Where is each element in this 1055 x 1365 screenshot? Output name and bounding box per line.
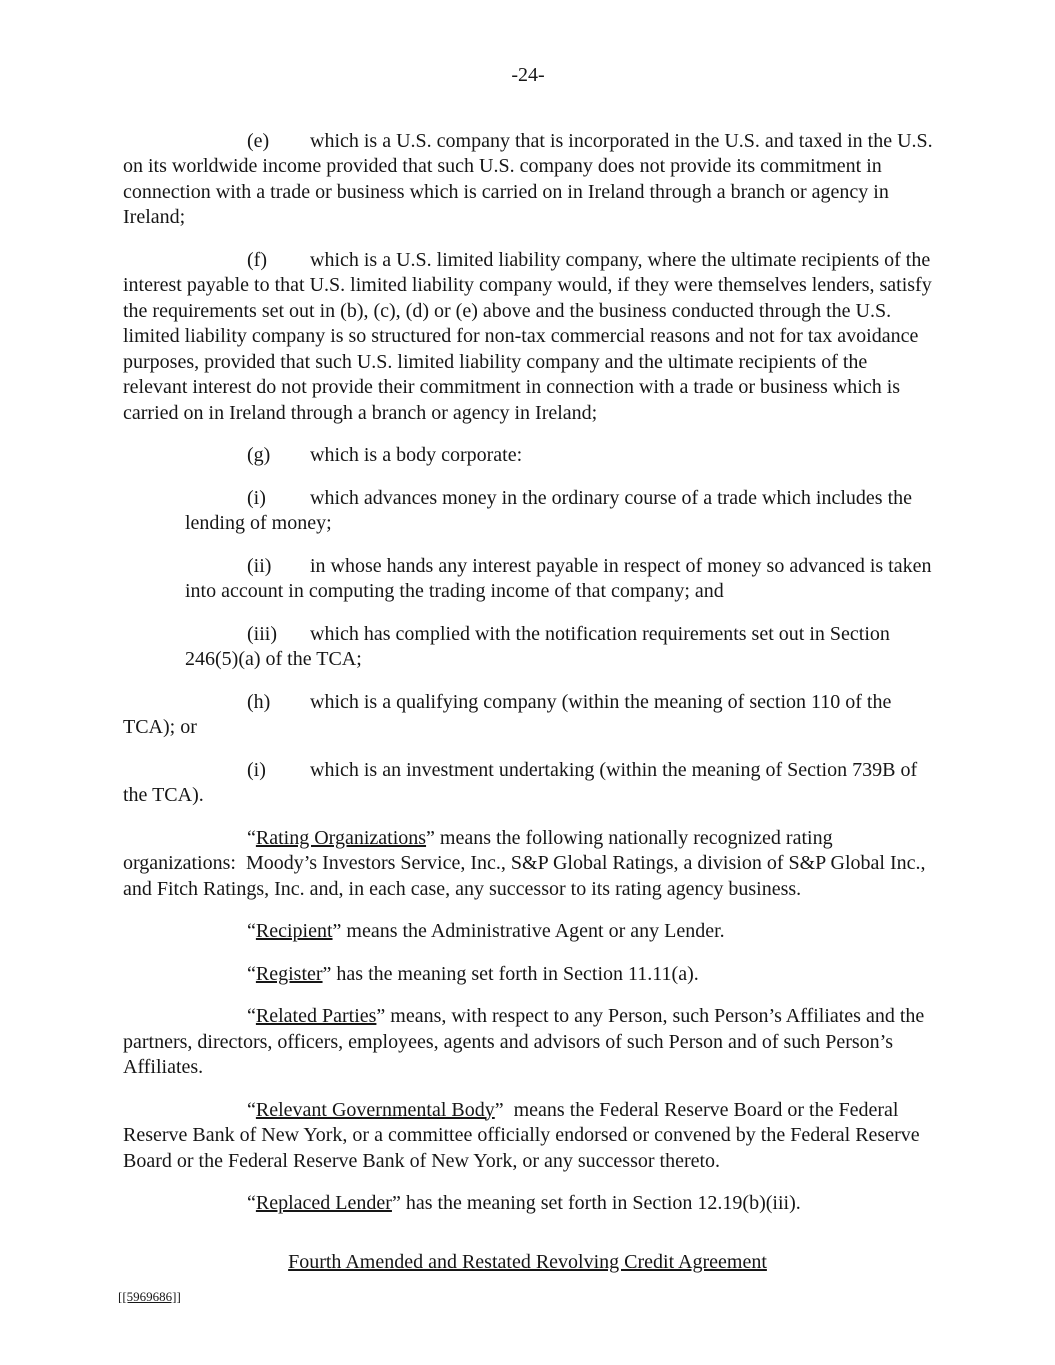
clause-label: (i) [247,486,266,509]
clause-label: (e) [247,129,270,152]
clause-label: (h) [247,690,271,713]
definition-text: ” means the following nationally recognized rating organizations: Moody’s Investors Service, Inc., S&P Global Ratings, a division of S&P Global Inc., and Fitch Ratings, Inc. and, in each case, any successor to its rating agency business. [123,826,931,900]
clause-h [123,690,933,741]
clause-text: which is a body corporate: [310,444,523,466]
defined-term: Relevant Governmental Body [255,1098,495,1121]
subclause-iii [185,622,933,673]
clause-e [123,129,933,231]
clause-text: which is a qualifying company (within the meaning of section 110 of the TCA); or [123,690,892,738]
clause-text: which is an investment undertaking (within the meaning of Section 739B of the TCA). [123,758,918,806]
clause-label: (g) [247,444,271,466]
definition-rating-organizations [123,826,933,903]
defined-term: Register [255,962,323,985]
subclause-i [185,486,933,537]
open-quote: “ [247,920,256,942]
definition-text: ” means the Federal Reserve Board or the Federal Reserve Bank of New York, or a committee officially endorsed or convened by the Federal Reserve Board or the Federal Reserve Bank of New York, or any successor thereto. [123,1098,925,1172]
defined-term: Related Parties [255,1005,377,1027]
footer-agreement-title-text: Fourth Amended and Restated Revolving Credit Agreement [288,1251,767,1273]
open-quote: “ [247,962,256,985]
defined-term: Replaced Lender [255,1192,392,1214]
clause-text: which is a U.S. limited liability company, where the ultimate recipients of the interest payable to that U.S. limited liability company would, if they were themselves lenders, satisfy the requirements set out in (b), (c), (d) or (e) above and the business conducted through the U.S. limited liability company is so structured for non-tax commercial reasons and not for tax avoidance purposes, provided that such U.S. limited liability company and the ultimate recipients of the relevant interest do not provide their commitment in connection with a trade or business which is carried on in Ireland through a branch or agency in Ireland; [123,248,932,424]
defined-term: Recipient [255,920,333,942]
subclause-ii [185,554,933,605]
open-quote: “ [247,826,256,849]
clause-text: in whose hands any interest payable in respect of money so advanced is taken into account in computing the trading income of that company; and [185,554,932,602]
definition-text: ” has the meaning set forth in Section 12.19(b)(iii). [391,1192,801,1214]
document-id-stamp: [[5969686]] [118,1289,181,1304]
definition-relevant-governmental-body [123,1098,933,1175]
clause-label: (ii) [247,554,272,577]
defined-term: Rating Organizations [255,826,427,849]
open-quote: “ [247,1005,256,1027]
definition-text: ” means the Administrative Agent or any Lender. [332,920,725,942]
clause-text: which has complied with the notification requirements set out in Section 246(5)(a) of the TCA; [185,622,890,670]
definition-text: ” has the meaning set forth in Section 11.11(a). [322,962,699,985]
definition-replaced-lender [123,1191,933,1217]
clause-f [123,248,933,427]
page-number: -24- [511,64,545,86]
clause-label: (i) [247,758,266,781]
page-body [123,63,933,1234]
clause-text: which advances money in the ordinary course of a trade which includes the lending of money; [185,486,913,534]
footer-agreement-title [0,1250,1055,1276]
clause-label: (iii) [247,622,277,645]
clause-text: which is a U.S. company that is incorporated in the U.S. and taxed in the U.S. on its worldwide income provided that such U.S. company does not provide its commitment in connection with a trade or business which is carried on in Ireland through a branch or agency in Ireland; [123,129,933,228]
definition-recipient [123,919,933,945]
definition-text: ” means, with respect to any Person, such Person’s Affiliates and the partners, directors, officers, employees, agents and advisors of such Person and of such Person’s Affiliates. [123,1005,930,1078]
definition-related-parties [123,1004,933,1081]
clause-g [123,443,933,469]
open-quote: “ [247,1192,256,1214]
definition-register [123,962,933,988]
clause-i-second [123,758,933,809]
clause-label: (f) [247,248,267,271]
open-quote: “ [247,1098,256,1121]
